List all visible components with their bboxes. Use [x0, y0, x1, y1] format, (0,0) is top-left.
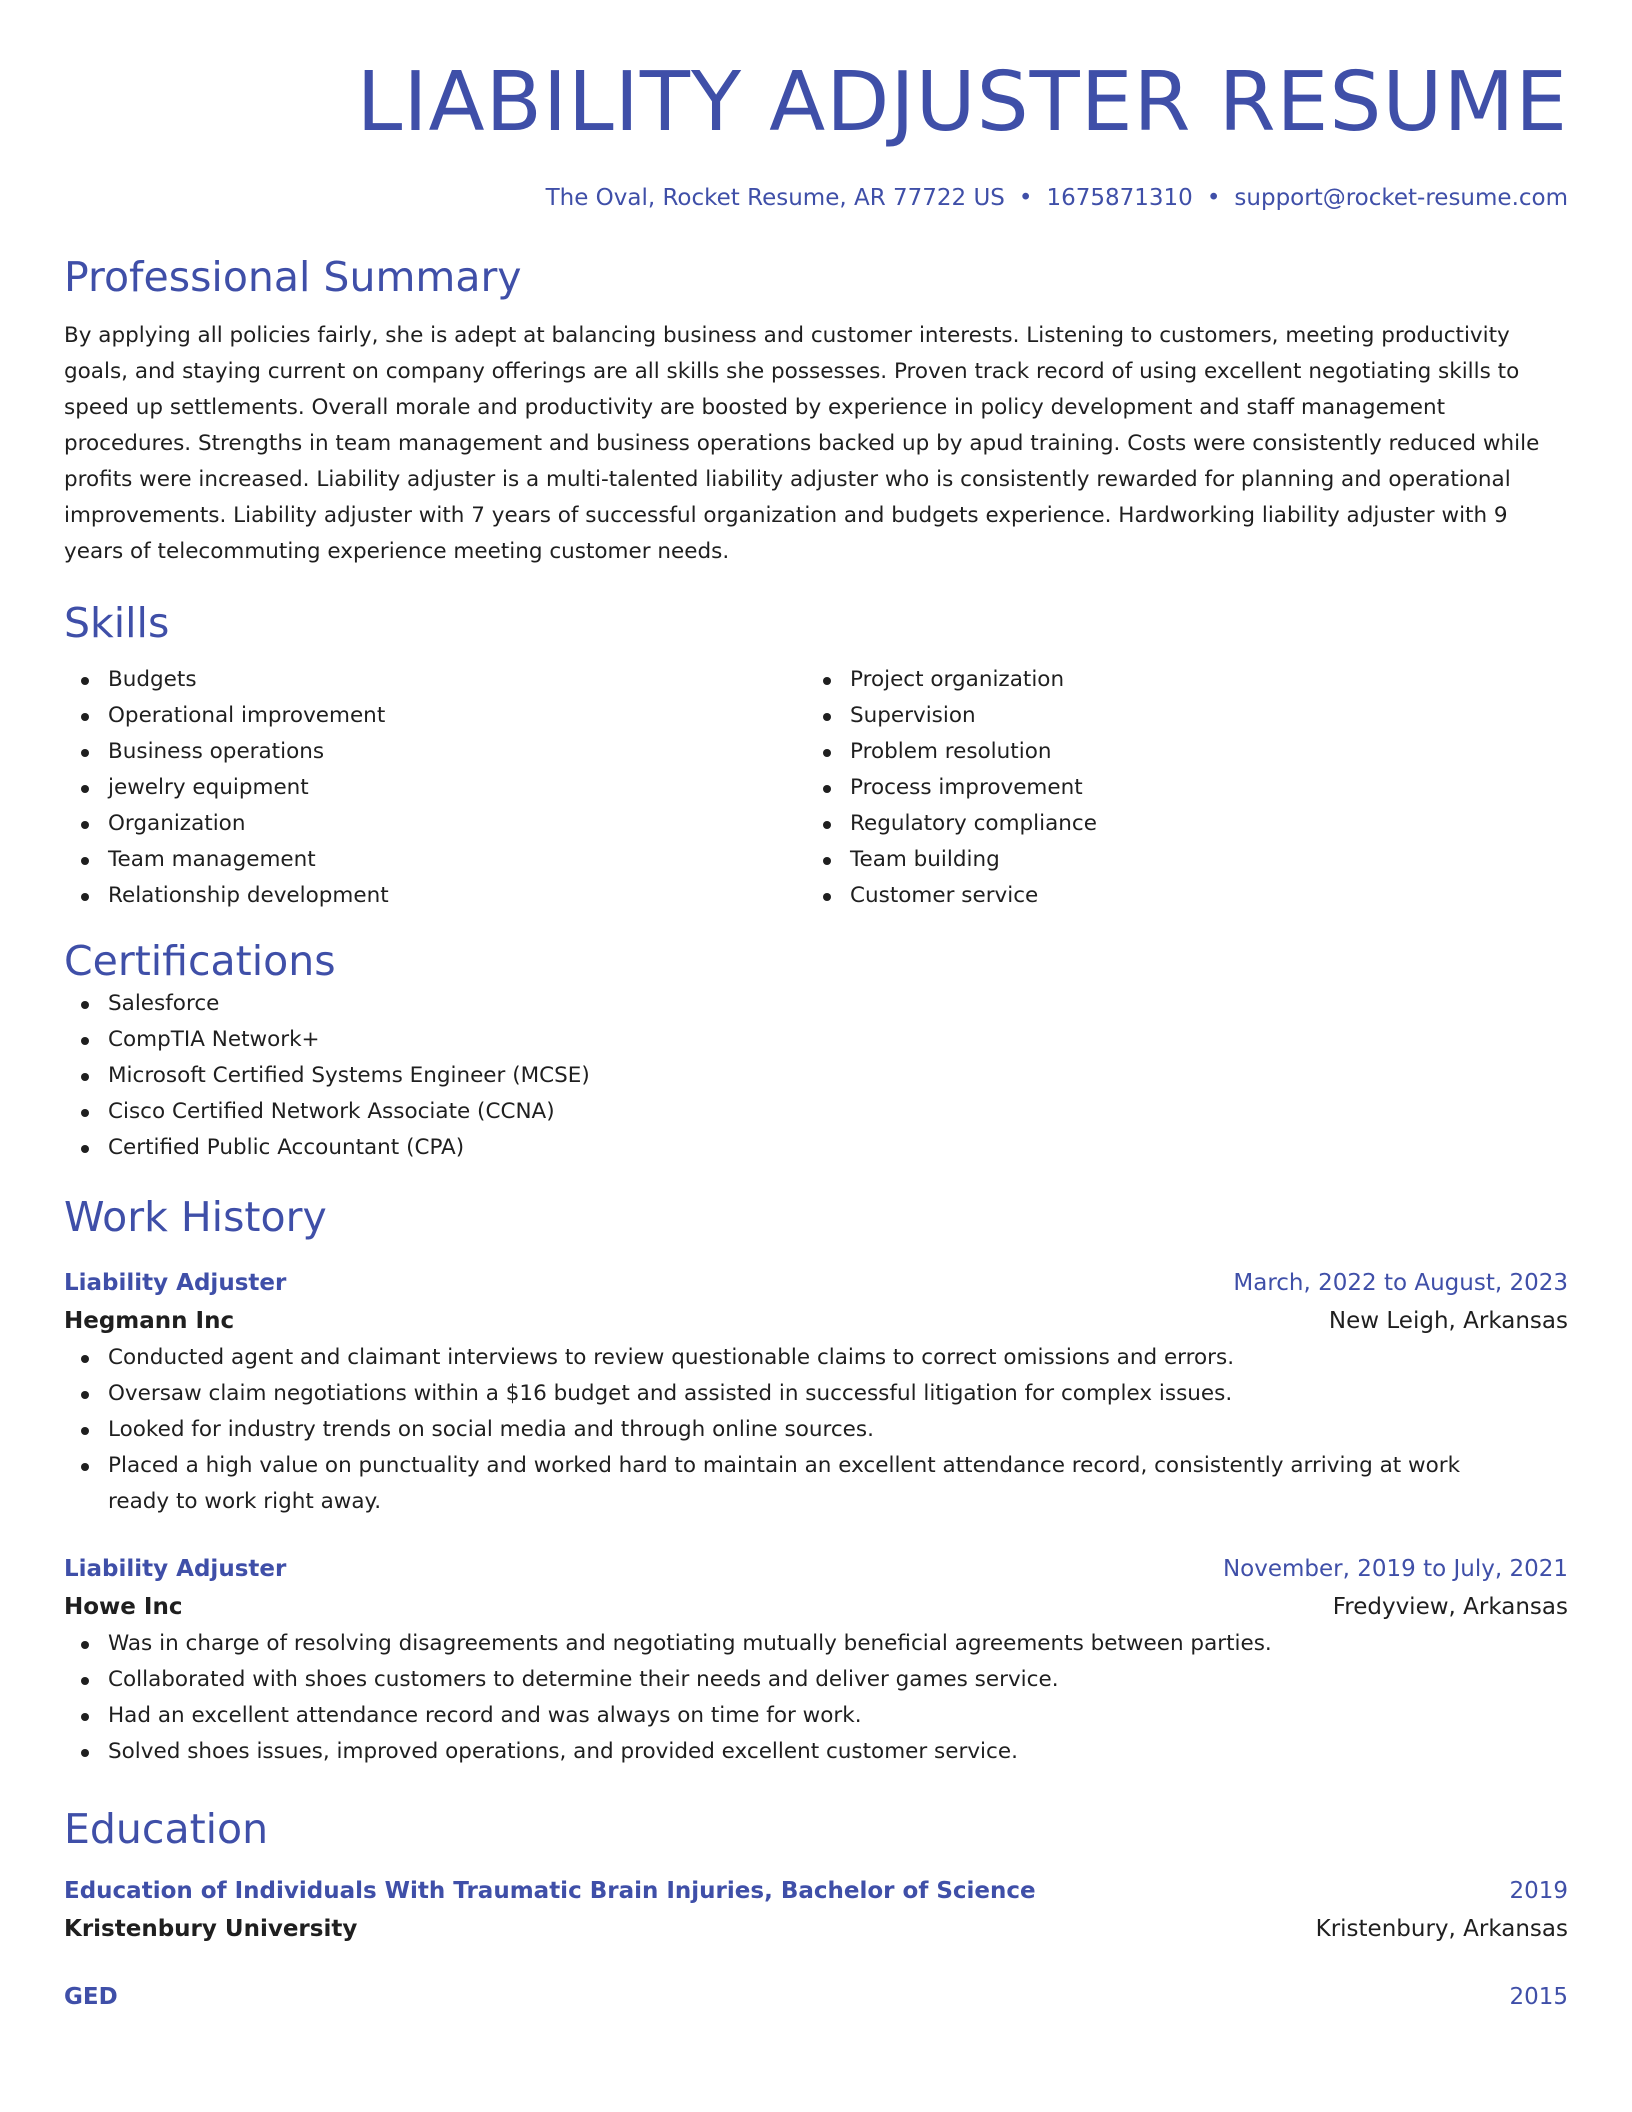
job-entry: [64, 1550, 1568, 1770]
job-dates: March, 2022 to August, 2023: [1233, 1270, 1568, 1296]
job-duties-list: [64, 1626, 1568, 1770]
skills-column-right: [806, 662, 1548, 914]
job-duty: Collaborated with shoes customers to determine their needs and deliver games service.: [108, 1662, 1568, 1698]
job-duty: Solved shoes issues, improved operations, and provided excellent customer service.: [108, 1734, 1568, 1770]
job-duty: Placed a high value on punctuality and worked hard to maintain an excellent attendance record, consistently arriving at work ready to work right away.: [108, 1448, 1568, 1520]
contact-phone: 1675871310: [1046, 185, 1193, 211]
job-duty: Had an excellent attendance record and was always on time for work.: [108, 1698, 1568, 1734]
education-entry: [64, 1978, 1568, 2016]
job-duty: Oversaw claim negotiations within a $16 budget and assisted in successful litigation for complex issues.: [108, 1376, 1568, 1412]
education-header-row: [64, 1978, 1568, 2016]
certification-item: Microsoft Certified Systems Engineer (MCSE): [108, 1058, 1568, 1094]
education-heading: Education: [64, 1805, 269, 1853]
skills-column-left: [64, 662, 806, 914]
skill-item: Budgets: [108, 662, 806, 698]
contact-separator: •: [1018, 185, 1033, 211]
skills-heading: Skills: [64, 599, 170, 647]
contact-email: support@rocket-resume.com: [1234, 185, 1568, 211]
resume-title: LIABILITY ADJUSTER RESUME: [356, 55, 1568, 150]
skill-item: Problem resolution: [850, 734, 1548, 770]
job-location: Fredyview, Arkansas: [1332, 1594, 1568, 1620]
job-header-row: [64, 1550, 1568, 1588]
job-title: Liability Adjuster: [64, 1270, 287, 1296]
job-company: Hegmann Inc: [64, 1308, 235, 1334]
certification-item: Certified Public Accountant (CPA): [108, 1130, 1568, 1166]
skill-item: jewelry equipment: [108, 770, 806, 806]
contact-separator: •: [1206, 185, 1221, 211]
education-year: 2015: [1509, 1984, 1568, 2010]
job-duty: Was in charge of resolving disagreements and negotiating mutually beneficial agreements between parties.: [108, 1626, 1568, 1662]
skill-item: Operational improvement: [108, 698, 806, 734]
skill-item: Supervision: [850, 698, 1548, 734]
job-title: Liability Adjuster: [64, 1556, 287, 1582]
resume-page: [64, 0, 1568, 2016]
education-school-row: [64, 1910, 1568, 1948]
work-history-heading: Work History: [64, 1193, 327, 1241]
contact-line: [64, 182, 1568, 214]
education-degree: GED: [64, 1984, 118, 2010]
skill-item: Team building: [850, 842, 1548, 878]
skill-item: Business operations: [108, 734, 806, 770]
job-entry: [64, 1264, 1568, 1520]
summary-text: By applying all policies fairly, she is adept at balancing business and customer interests. Listening to customers, meeting productivity goals, and staying current on company offerings are all skills she possesses. Proven track record of using excellent negotiating skills to speed up settlements. Overall morale and productivity are boosted by experience in policy development and staff management procedures. Strengths in team management and business operations backed up by apud training. Costs were consistently reduced while profits were increased. Liability adjuster is a multi-talented liability adjuster who is consistently rewarded for planning and operational improvements. Liability adjuster with 7 years of successful organization and budgets experience. Hardworking liability adjuster with 9 years of telecommuting experience meeting customer needs.: [64, 323, 1540, 564]
job-company-row: [64, 1302, 1568, 1340]
skills-list-left: [64, 662, 806, 914]
certifications-heading: Certifications: [64, 937, 336, 985]
certification-item: CompTIA Network+: [108, 1022, 1568, 1058]
skills-grid: [64, 662, 1568, 914]
education-degree: Education of Individuals With Traumatic Brain Injuries, Bachelor of Science: [64, 1878, 1036, 1904]
job-company-row: [64, 1588, 1568, 1626]
education-location: Kristenbury, Arkansas: [1315, 1916, 1568, 1942]
job-duty: Looked for industry trends on social media and through online sources.: [108, 1412, 1568, 1448]
skill-item: Team management: [108, 842, 806, 878]
skill-item: Process improvement: [850, 770, 1548, 806]
education-header-row: [64, 1872, 1568, 1910]
job-location: New Leigh, Arkansas: [1328, 1308, 1568, 1334]
skill-item: Customer service: [850, 878, 1548, 914]
certification-item: Cisco Certified Network Associate (CCNA): [108, 1094, 1568, 1130]
skills-list-right: [806, 662, 1548, 914]
job-duty: Conducted agent and claimant interviews to review questionable claims to correct omissions and errors.: [108, 1340, 1568, 1376]
education-school: Kristenbury University: [64, 1916, 358, 1942]
certification-item: Salesforce: [108, 986, 1568, 1022]
contact-address: The Oval, Rocket Resume, AR 77722 US: [545, 185, 1005, 211]
skill-item: Relationship development: [108, 878, 806, 914]
certifications-list: [64, 986, 1568, 1166]
skill-item: Organization: [108, 806, 806, 842]
skill-item: Project organization: [850, 662, 1548, 698]
job-dates: November, 2019 to July, 2021: [1222, 1556, 1568, 1582]
education-entry: [64, 1872, 1568, 1948]
education-year: 2019: [1509, 1878, 1568, 1904]
job-company: Howe Inc: [64, 1594, 183, 1620]
summary-heading: Professional Summary: [64, 253, 522, 301]
job-header-row: [64, 1264, 1568, 1302]
skill-item: Regulatory compliance: [850, 806, 1548, 842]
job-duties-list: [64, 1340, 1568, 1520]
